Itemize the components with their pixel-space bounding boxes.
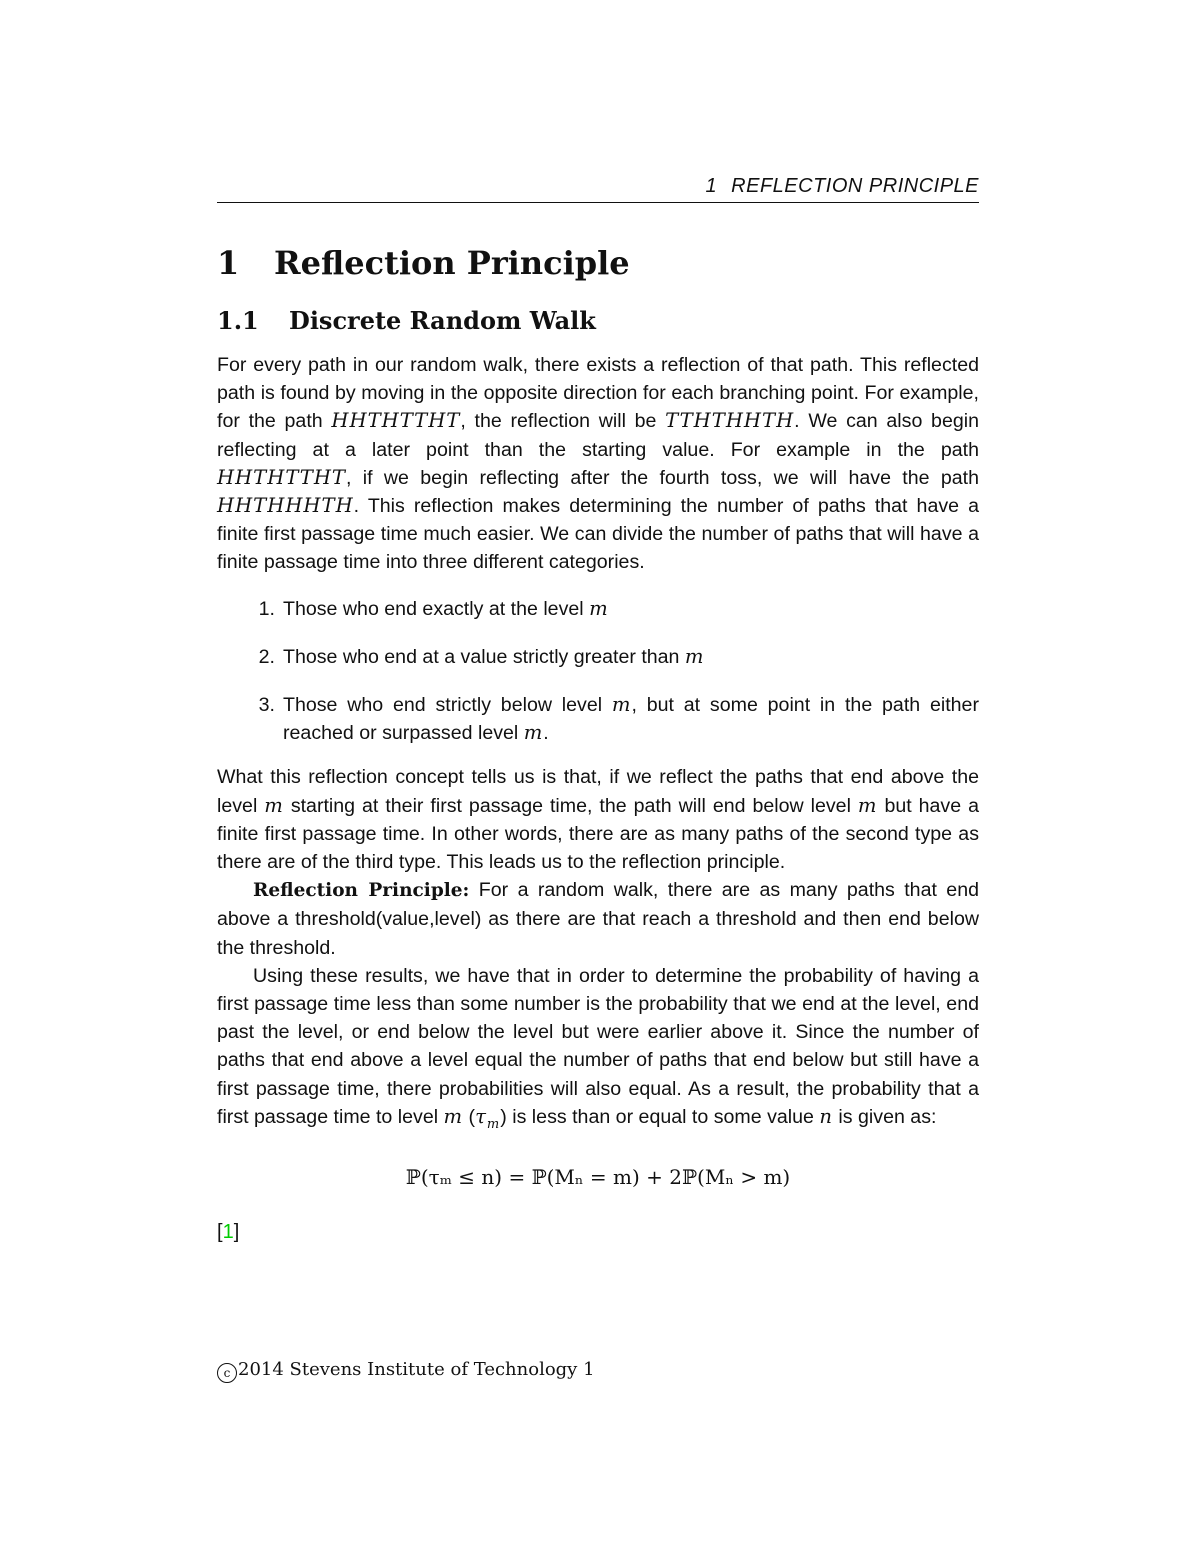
para-text: ( bbox=[463, 1105, 476, 1128]
math-var: m bbox=[264, 793, 284, 817]
para-text: ) is less than or equal to some value bbox=[500, 1105, 820, 1128]
para-text: is given as: bbox=[832, 1105, 937, 1128]
list-text-part: . bbox=[543, 722, 549, 745]
math-var: m bbox=[589, 596, 609, 620]
list-item bbox=[217, 643, 979, 671]
path-example-2: TTHTHHTH bbox=[665, 409, 795, 433]
subsection-title: Discrete Random Walk bbox=[289, 306, 596, 335]
citation-bracket: ] bbox=[233, 1220, 240, 1243]
running-head bbox=[217, 172, 979, 200]
list-text bbox=[275, 691, 979, 747]
list-number: 3. bbox=[258, 694, 275, 717]
math-var: m bbox=[857, 793, 878, 817]
para-text: Using these results, we have that in order to determine the probability of having a first passage time less than some number is the probability that we end at the level, end past the level, or end below the level but were earlier above it. Since the number of paths that end above a level equal the number of paths that end below but still have a first passage time, there probabilities will also equal. As a result, the probability that a first passage time to level bbox=[217, 964, 979, 1128]
running-head-title: REFLECTION PRINCIPLE bbox=[731, 175, 979, 197]
results-paragraph bbox=[217, 962, 979, 1139]
para-text: What this reflection concept tells us is that, if we reflect the paths that end above the level bbox=[217, 766, 979, 817]
running-head-number: 1 bbox=[705, 175, 718, 197]
para-text: but have a finite first passage time. In other words, there are as many paths of the second type as there are of the third type. This leads us to the reflection principle. bbox=[217, 794, 979, 874]
math-var: m bbox=[684, 644, 705, 668]
subsection-heading bbox=[217, 303, 979, 339]
list-text-part: , but at some point in the path either reached or surpassed level bbox=[283, 694, 979, 745]
intro-paragraph bbox=[217, 351, 979, 577]
header-rule bbox=[217, 202, 979, 203]
math-var: m bbox=[523, 721, 544, 745]
section-heading bbox=[217, 239, 979, 287]
list-text-part: Those who end at a value strictly greater than bbox=[283, 645, 685, 668]
intro-text-2: , the reflection will be bbox=[460, 410, 666, 433]
probability-equation: ℙ(τₘ ≤ n) = ℙ(Mₙ = m) + 2ℙ(Mₙ > m) bbox=[405, 1164, 791, 1189]
section-number: 1 bbox=[217, 244, 240, 282]
list-text bbox=[275, 595, 979, 623]
page-body bbox=[217, 172, 979, 1247]
intro-text-5: . This reflection makes determining the number of paths that have a finite first passage time much easier. We can divide the number of paths that will have a finite passage time into three different categories. bbox=[217, 495, 979, 574]
math-tau: τ bbox=[475, 1104, 487, 1128]
footer bbox=[217, 1355, 595, 1385]
math-var: n bbox=[819, 1104, 833, 1128]
intro-text-4: , if we begin reflecting after the fourth toss, we will have the path bbox=[346, 466, 979, 489]
principle-statement bbox=[217, 876, 979, 962]
citation-bracket: [ bbox=[217, 1220, 223, 1243]
list-item bbox=[217, 691, 979, 747]
math-subscript: m bbox=[486, 1116, 501, 1132]
citation bbox=[217, 1217, 979, 1247]
principle-label: Reflection Principle: bbox=[253, 880, 470, 902]
category-list bbox=[217, 595, 979, 748]
citation-link[interactable]: 1 bbox=[222, 1220, 234, 1243]
list-text-part: Those who end exactly at the level bbox=[283, 597, 590, 620]
path-example-1: HHTHTTHT bbox=[331, 409, 461, 433]
path-example-4: HHTHHHTH bbox=[217, 494, 354, 518]
section-title: Reflection Principle bbox=[274, 244, 630, 282]
subsection-number: 1.1 bbox=[217, 306, 259, 335]
intro-text-1: For every path in our random walk, there exists a reflection of that path. This reflected path is found by moving in the opposite direction for each branching point. For example, for the path bbox=[217, 354, 979, 433]
list-item bbox=[217, 595, 979, 623]
para-text: starting at their first passage time, the path will end below level bbox=[283, 794, 858, 817]
path-example-3: HHTHTTHT bbox=[217, 465, 346, 489]
list-text bbox=[275, 643, 979, 671]
list-text-part: Those who end strictly below level bbox=[283, 694, 612, 717]
list-number: 1. bbox=[258, 597, 275, 620]
math-var: m bbox=[443, 1104, 464, 1128]
copyright-icon: c bbox=[217, 1363, 237, 1383]
footer-text: 2014 Stevens Institute of Technology 1 bbox=[238, 1359, 595, 1380]
explanation-paragraph bbox=[217, 763, 979, 876]
list-number: 2. bbox=[258, 645, 275, 668]
principle-text: For a random walk, there are as many paths that end above a threshold(value,level) as there are that reach a threshold and then end below the threshold. bbox=[217, 879, 979, 959]
intro-text-3: . We can also begin reflecting at a later point than the starting value. For example in the path bbox=[217, 410, 979, 461]
math-var: m bbox=[611, 693, 632, 717]
